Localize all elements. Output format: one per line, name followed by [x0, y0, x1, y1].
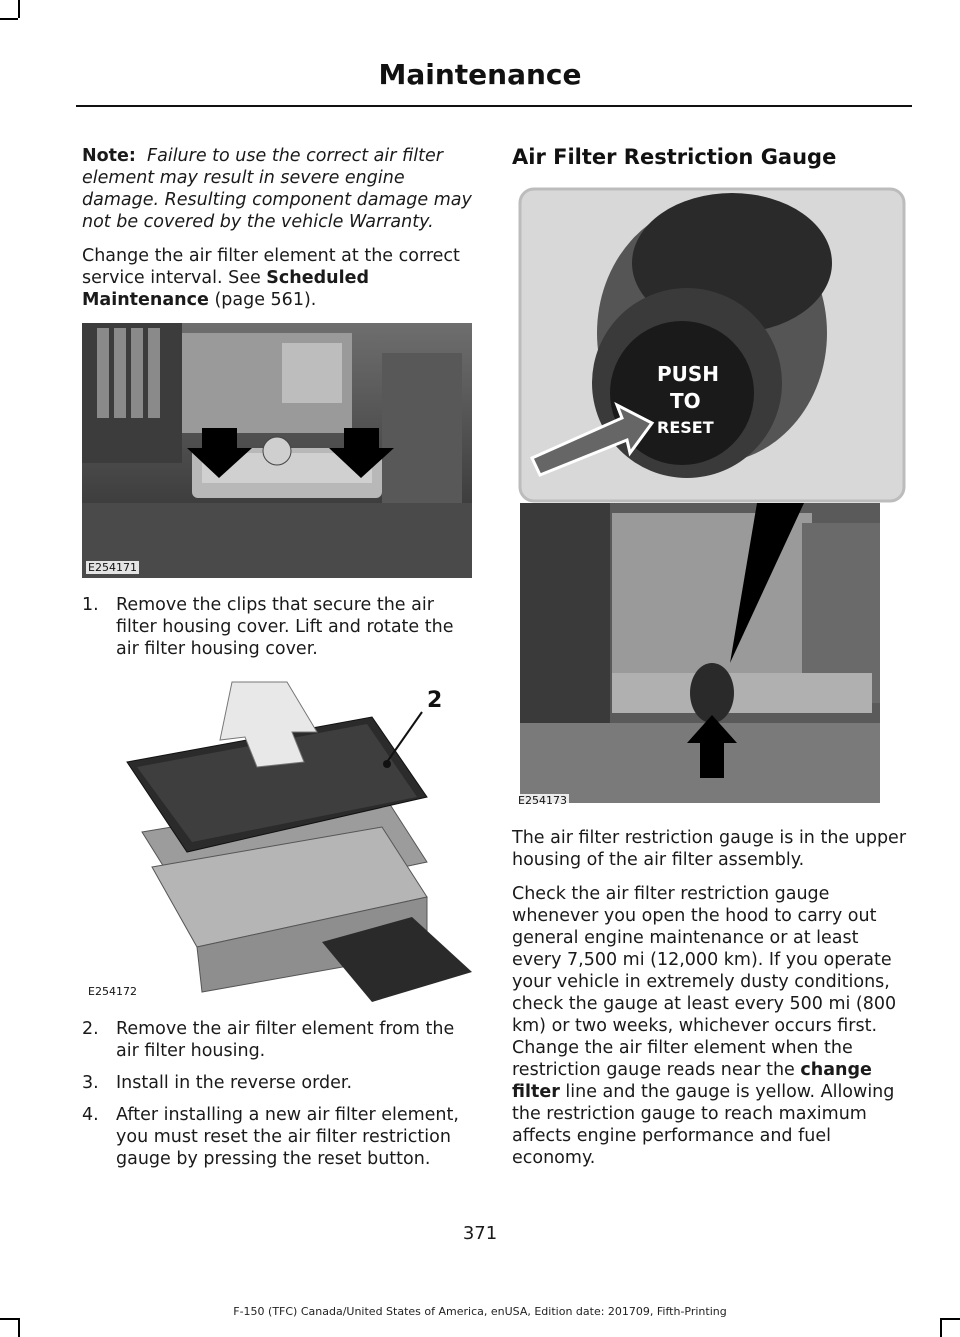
- scheduled-maintenance-link[interactable]: Scheduled Maintenance: [82, 268, 369, 310]
- change-interval-text: Change the air filter element at the correct service interval. See: [82, 246, 460, 288]
- page-number: 371: [462, 1223, 498, 1244]
- step-number: 4.: [82, 1105, 99, 1125]
- step-text: Install in the reverse order.: [116, 1073, 353, 1093]
- page-title: Maintenance: [378, 58, 582, 91]
- crop-mark: [942, 1318, 960, 1320]
- filter-housing-illustration: [82, 672, 472, 1002]
- gauge-check-paragraph: [512, 883, 912, 1169]
- change-interval-paragraph: [82, 245, 477, 311]
- crop-mark: [18, 0, 20, 18]
- step-item: [82, 1018, 477, 1062]
- step-text: Remove the air filter element from the air filter housing.: [116, 1019, 455, 1061]
- step-item: [82, 1104, 477, 1170]
- gauge-check-text: Check the air filter restriction gauge whenever you open the hood to carry out general engine maintenance or at least every 7,500 mi (12,000 km). If you operate your vehicle in extremely dusty conditions, check the gauge at least every 500 mi (800 km) or two weeks, whichever occurs first. Change the air filter element when the restriction gauge reads near the: [512, 884, 897, 1080]
- step-number: 3.: [82, 1073, 99, 1093]
- crop-mark: [0, 1318, 18, 1320]
- figure-clips: [82, 323, 472, 578]
- figure-restriction-gauge: [512, 183, 908, 811]
- callout-number: 2: [427, 688, 443, 713]
- section-heading: Air Filter Restriction Gauge: [512, 145, 837, 169]
- footer-text: F-150 (TFC) Canada/United States of America, enUSA, Edition date: 201709, Fifth-Printing: [233, 1305, 727, 1318]
- right-column: [512, 145, 912, 1181]
- gauge-check-text-end: line and the gauge is yellow. Allowing the restriction gauge to reach maximum affects engine performance and fuel economy.: [512, 1082, 895, 1168]
- gauge-push-text: PUSH: [657, 362, 720, 386]
- step-text: Remove the clips that secure the air filter housing cover. Lift and rotate the air filter housing cover.: [116, 595, 454, 659]
- note-text: Failure to use the correct air filter element may result in severe engine damage. Resulting component damage may not be covered by the vehicle Warranty.: [82, 146, 472, 232]
- crop-mark: [940, 1318, 942, 1337]
- figure-code: E254173: [518, 794, 567, 807]
- steps-list-b: [82, 1018, 477, 1170]
- note-paragraph: [82, 145, 477, 233]
- gauge-reset-text: RESET: [657, 418, 714, 437]
- step-number: 1.: [82, 595, 99, 615]
- step-item: [82, 594, 477, 660]
- crop-mark: [0, 18, 18, 20]
- note-label: Note:: [82, 146, 136, 166]
- crop-mark: [18, 1318, 20, 1337]
- change-interval-page-ref: (page 561).: [208, 290, 317, 310]
- step-number: 2.: [82, 1019, 99, 1039]
- restriction-gauge-illustration: [512, 183, 908, 811]
- engine-bay-illustration: [82, 323, 472, 578]
- step-text: After installing a new air filter element, you must reset the air filter restriction gauge by pressing the reset button.: [116, 1105, 459, 1169]
- gauge-location-paragraph: The air filter restriction gauge is in the upper housing of the air filter assembly.: [512, 828, 907, 870]
- header-divider: [76, 105, 912, 107]
- figure-code: E254171: [88, 561, 137, 574]
- steps-list-a: [82, 594, 477, 660]
- step-item: [82, 1072, 477, 1094]
- gauge-to-text: TO: [670, 389, 701, 413]
- change-filter-term: change filter: [512, 1060, 872, 1102]
- figure-filter-element: [82, 672, 472, 1002]
- left-column: [82, 145, 477, 1182]
- figure-code: E254172: [88, 985, 137, 998]
